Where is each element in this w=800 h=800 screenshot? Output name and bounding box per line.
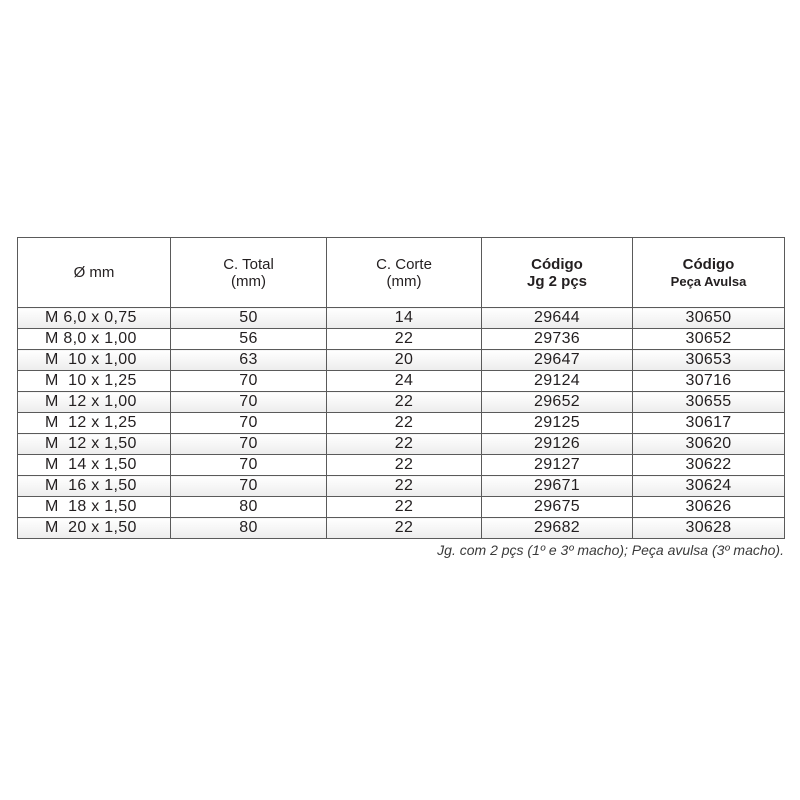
cell-code-set: 29647 [482, 350, 633, 371]
cell-code-single: 30628 [633, 518, 785, 539]
cell-code-set: 29126 [482, 434, 633, 455]
cell-total-length: 63 [171, 350, 327, 371]
cell-cut-length: 22 [327, 434, 482, 455]
cell-code-set: 29671 [482, 476, 633, 497]
cell-cut-length: 22 [327, 497, 482, 518]
cell-total-length: 70 [171, 434, 327, 455]
cell-code-set: 29652 [482, 392, 633, 413]
header-cut-length-line2: (mm) [386, 272, 422, 290]
cell-code-set: 29682 [482, 518, 633, 539]
spec-table [17, 237, 785, 539]
header-code-single-line1: Código [682, 255, 735, 273]
cell-cut-length: 20 [327, 350, 482, 371]
header-total-length-line1: C. Total [223, 255, 274, 273]
cell-total-length: 56 [171, 329, 327, 350]
cell-code-single: 30617 [633, 413, 785, 434]
cell-code-single: 30716 [633, 371, 785, 392]
table-row [18, 329, 785, 350]
cell-cut-length: 22 [327, 392, 482, 413]
table-row [18, 518, 785, 539]
cell-total-length: 70 [171, 392, 327, 413]
table-row [18, 350, 785, 371]
cell-diameter: M 16 x 1,50 [18, 476, 171, 497]
cell-diameter: M 10 x 1,25 [18, 371, 171, 392]
header-diameter [18, 238, 171, 308]
header-total-length [171, 238, 327, 308]
table-row [18, 476, 785, 497]
header-diameter-label: Ø mm [73, 264, 115, 281]
cell-cut-length: 22 [327, 476, 482, 497]
cell-cut-length: 22 [327, 455, 482, 476]
cell-code-single: 30620 [633, 434, 785, 455]
cell-diameter: M 12 x 1,25 [18, 413, 171, 434]
header-cut-length-line1: C. Corte [376, 255, 432, 273]
cell-diameter: M 10 x 1,00 [18, 350, 171, 371]
cell-total-length: 70 [171, 455, 327, 476]
cell-diameter: M 12 x 1,00 [18, 392, 171, 413]
table-row [18, 413, 785, 434]
cell-code-single: 30653 [633, 350, 785, 371]
cell-code-set: 29675 [482, 497, 633, 518]
cell-diameter: M 8,0 x 1,00 [18, 329, 171, 350]
cell-cut-length: 22 [327, 329, 482, 350]
header-code-single-line2: Peça Avulsa [670, 273, 747, 289]
cell-diameter: M 12 x 1,50 [18, 434, 171, 455]
cell-code-set: 29124 [482, 371, 633, 392]
header-code-set-line1: Código [531, 255, 583, 273]
cell-total-length: 70 [171, 476, 327, 497]
table-row [18, 455, 785, 476]
cell-diameter: M 18 x 1,50 [18, 497, 171, 518]
cell-code-single: 30626 [633, 497, 785, 518]
cell-code-set: 29127 [482, 455, 633, 476]
cell-cut-length: 14 [327, 308, 482, 329]
cell-total-length: 50 [171, 308, 327, 329]
cell-total-length: 80 [171, 497, 327, 518]
cell-cut-length: 24 [327, 371, 482, 392]
cell-code-single: 30650 [633, 308, 785, 329]
header-code-set [482, 238, 633, 308]
cell-total-length: 70 [171, 413, 327, 434]
cell-code-single: 30622 [633, 455, 785, 476]
table-row [18, 308, 785, 329]
table-row [18, 497, 785, 518]
cell-diameter: M 14 x 1,50 [18, 455, 171, 476]
table-row [18, 392, 785, 413]
header-cut-length [327, 238, 482, 308]
header-total-length-line2: (mm) [231, 272, 266, 290]
cell-total-length: 70 [171, 371, 327, 392]
table-row [18, 371, 785, 392]
header-row [18, 238, 785, 308]
cell-total-length: 80 [171, 518, 327, 539]
cell-code-set: 29125 [482, 413, 633, 434]
cell-code-set: 29736 [482, 329, 633, 350]
table-body [18, 308, 785, 539]
cell-diameter: M 20 x 1,50 [18, 518, 171, 539]
footnote: Jg. com 2 pçs (1º e 3º macho); Peça avulsa (3º macho). [437, 542, 784, 558]
cell-cut-length: 22 [327, 413, 482, 434]
cell-cut-length: 22 [327, 518, 482, 539]
cell-code-single: 30652 [633, 329, 785, 350]
cell-code-single: 30655 [633, 392, 785, 413]
header-code-single [633, 238, 785, 308]
cell-diameter: M 6,0 x 0,75 [18, 308, 171, 329]
table-row [18, 434, 785, 455]
cell-code-set: 29644 [482, 308, 633, 329]
header-code-set-line2: Jg 2 pçs [526, 272, 588, 290]
cell-code-single: 30624 [633, 476, 785, 497]
